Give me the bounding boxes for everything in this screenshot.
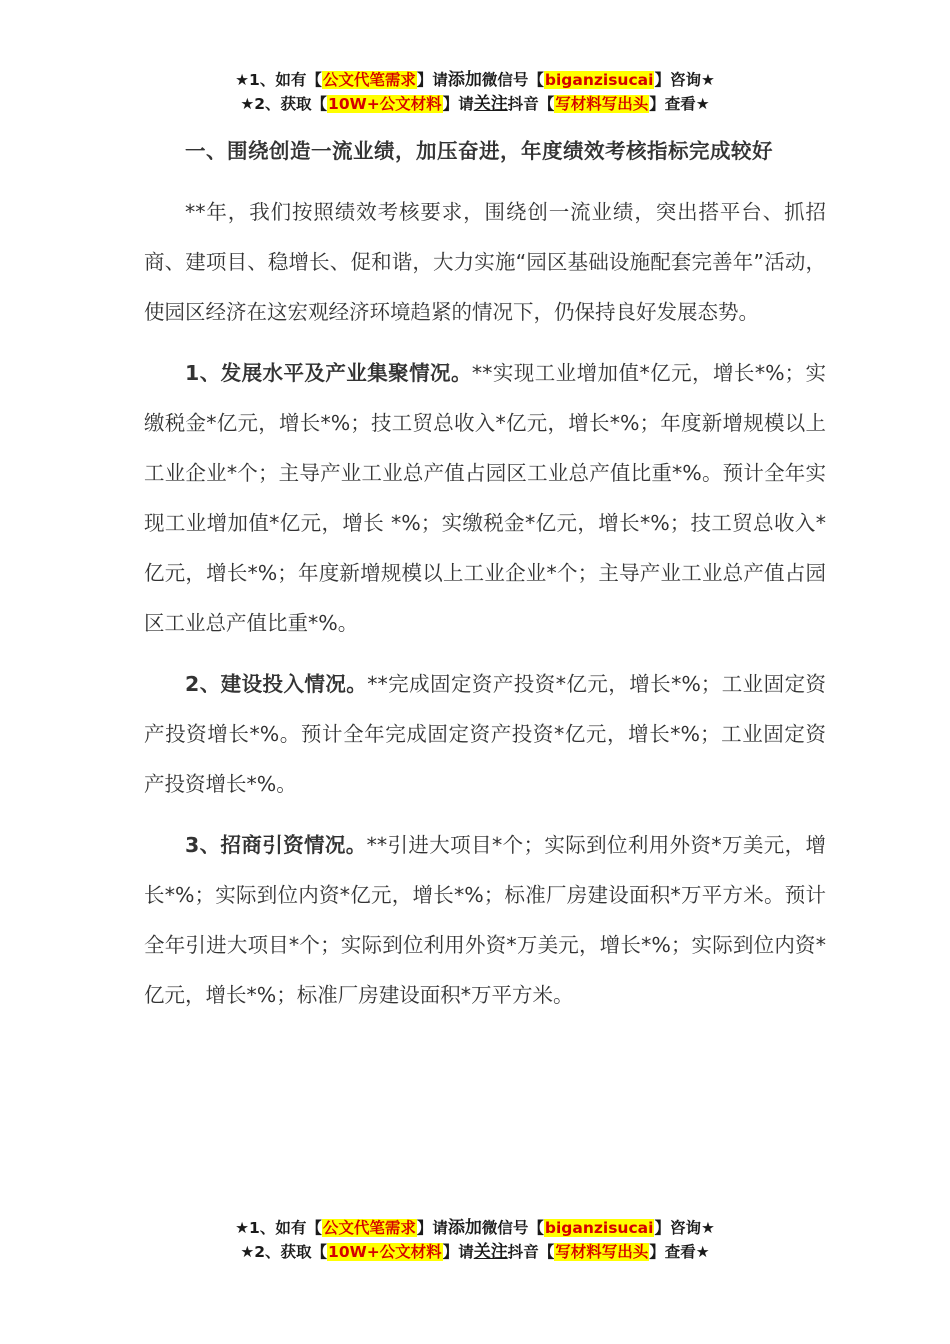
paragraph-text: **实现工业增加值*亿元，增长*%；实缴税金*亿元，增长*%；技工贸总收入*亿元，增长*%；年度新增规模以上工业企业*个；主导产业工业总产值占园区工业总产值比重*%。预计全年实现工业增加值*亿元，增长 *%；实缴税金*亿元，增长*%；技工贸总收入*亿元，增长*%；年度新增规模以上工业企业*个；主导产业工业总产值占园区工业总产值比重*%。 [144, 361, 826, 635]
highlight-service: 公文代笔需求 [322, 1219, 416, 1237]
section-heading: 一、围绕创造一流业绩，加压奋进，年度绩效考核指标完成较好 [185, 139, 773, 163]
promo-line-1: ★1、如有【公文代笔需求】请添加微信号【biganzisucai】咨询★ [235, 70, 715, 90]
paragraph-development [144, 348, 826, 648]
paragraph-investment [144, 659, 826, 809]
highlight-service: 公文代笔需求 [322, 71, 416, 89]
highlight-douyin-id: 写材料写出头 [555, 1243, 649, 1261]
document-body [144, 126, 826, 1031]
highlight-douyin-id: 写材料写出头 [555, 95, 649, 113]
promo-line-2: ★2、获取【10W+公文材料】请关注抖音【写材料写出头】查看★ [240, 1242, 710, 1262]
highlight-materials: 10W+公文材料 [328, 1243, 442, 1261]
paragraph-attraction [144, 820, 826, 1020]
paragraph-lead: 1、发展水平及产业集聚情况。 [185, 361, 472, 385]
paragraph-text: **引进大项目*个；实际到位利用外资*万美元，增长*%；实际到位内资*亿元，增长*%；标准厂房建设面积*万平方米。预计全年引进大项目*个；实际到位利用外资*万美元，增长*%；实际到位内资*亿元，增长*%；标准厂房建设面积*万平方米。 [144, 833, 826, 1007]
promo-banner-top [0, 68, 950, 116]
highlight-materials: 10W+公文材料 [328, 95, 442, 113]
promo-banner-bottom [0, 1216, 950, 1264]
highlight-wechat-id: biganzisucai [544, 1219, 654, 1237]
paragraph-lead: 3、招商引资情况。 [185, 833, 367, 857]
promo-line-2: ★2、获取【10W+公文材料】请关注抖音【写材料写出头】查看★ [240, 94, 710, 114]
paragraph-lead: 2、建设投入情况。 [185, 672, 368, 696]
promo-line-1: ★1、如有【公文代笔需求】请添加微信号【biganzisucai】咨询★ [235, 1218, 715, 1238]
intro-paragraph: **年，我们按照绩效考核要求，围绕创一流业绩，突出搭平台、抓招商、建项目、稳增长、促和谐，大力实施“园区基础设施配套完善年”活动，使园区经济在这宏观经济环境趋紧的情况下，仍保持良好发展态势。 [144, 200, 826, 324]
paragraph-text: **完成固定资产投资*亿元，增长*%；工业固定资产投资增长*%。预计全年完成固定资产投资*亿元，增长*%；工业固定资产投资增长*%。 [144, 672, 827, 796]
highlight-wechat-id: biganzisucai [544, 71, 654, 89]
